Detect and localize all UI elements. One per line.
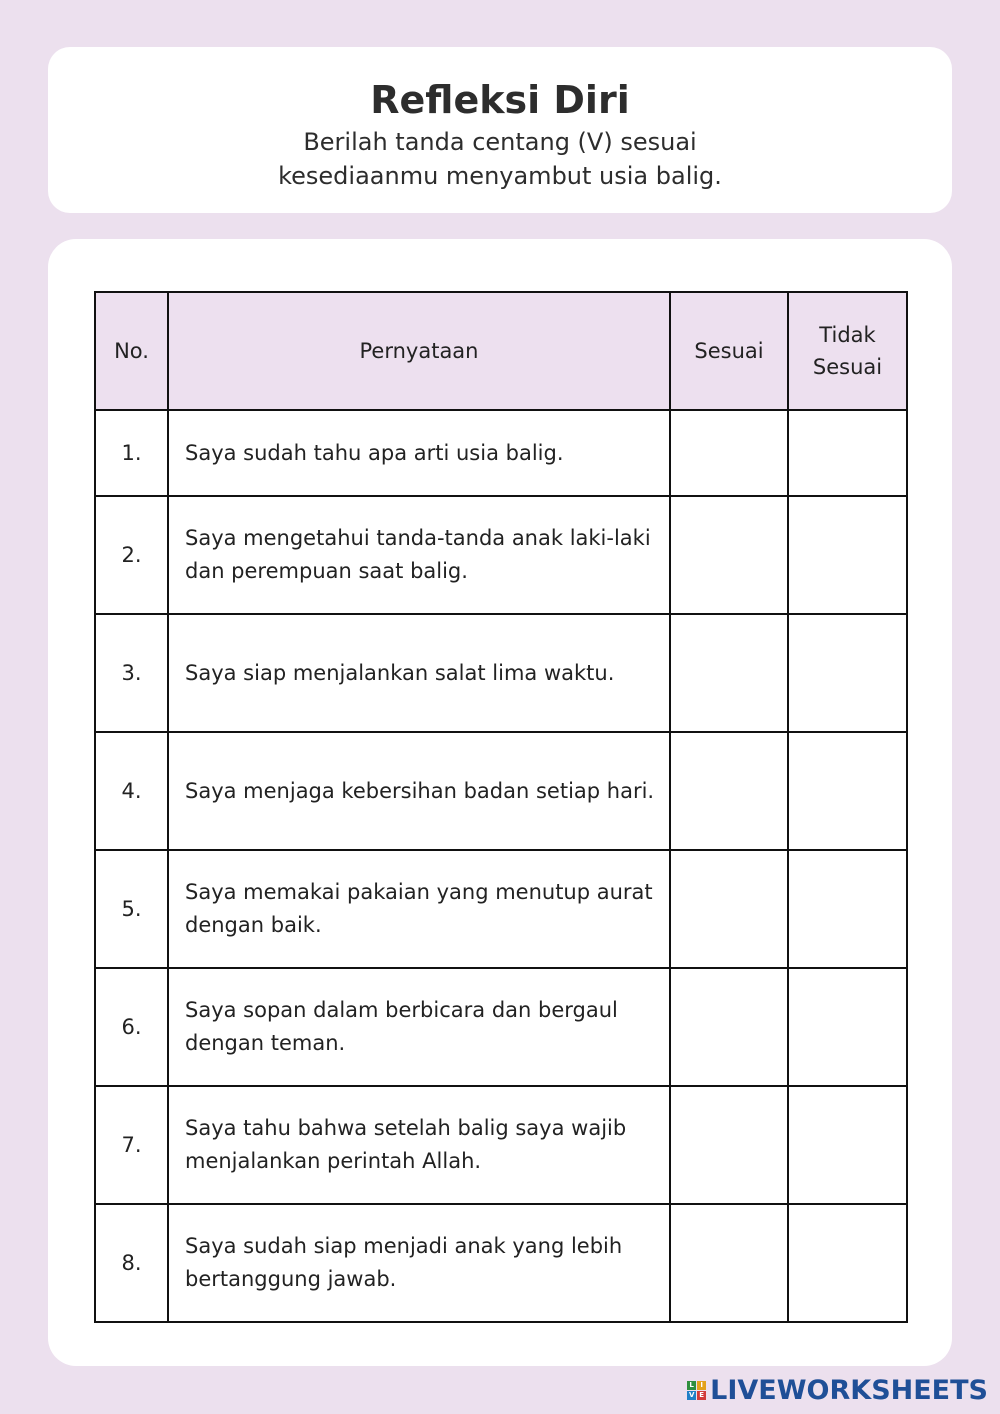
agree-checkbox-cell[interactable] [670, 1086, 788, 1204]
row-number: 3. [95, 614, 168, 732]
row-number: 2. [95, 496, 168, 614]
row-statement: Saya sudah tahu apa arti usia balig. [168, 410, 670, 496]
table-row [95, 614, 907, 732]
disagree-checkbox-cell[interactable] [788, 968, 907, 1086]
disagree-checkbox-cell[interactable] [788, 732, 907, 850]
header-statement: Pernyataan [168, 292, 670, 410]
agree-checkbox-cell[interactable] [670, 496, 788, 614]
agree-checkbox-cell[interactable] [670, 732, 788, 850]
row-statement: Saya sudah siap menjadi anak yang lebih bertanggung jawab. [168, 1204, 670, 1322]
liveworksheets-logo [687, 1375, 988, 1406]
row-number: 7. [95, 1086, 168, 1204]
table-row [95, 1204, 907, 1322]
header-no: No. [95, 292, 168, 410]
row-number: 4. [95, 732, 168, 850]
header-agree: Sesuai [670, 292, 788, 410]
disagree-checkbox-cell[interactable] [788, 410, 907, 496]
disagree-checkbox-cell[interactable] [788, 496, 907, 614]
header-disagree-label: Tidak Sesuai [812, 323, 883, 379]
disagree-checkbox-cell[interactable] [788, 614, 907, 732]
table-row [95, 732, 907, 850]
agree-checkbox-cell[interactable] [670, 1204, 788, 1322]
agree-checkbox-cell[interactable] [670, 410, 788, 496]
row-statement: Saya mengetahui tanda-tanda anak laki-laki dan perempuan saat balig. [168, 496, 670, 614]
row-number: 8. [95, 1204, 168, 1322]
row-statement: Saya tahu bahwa setelah balig saya wajib menjalankan perintah Allah. [168, 1086, 670, 1204]
liveworksheets-logo-icon [687, 1381, 706, 1400]
row-number: 6. [95, 968, 168, 1086]
row-number: 5. [95, 850, 168, 968]
disagree-checkbox-cell[interactable] [788, 1086, 907, 1204]
brand-name: LIVEWORKSHEETS [710, 1375, 988, 1406]
table-row [95, 850, 907, 968]
row-statement: Saya menjaga kebersihan badan setiap hari. [168, 732, 670, 850]
row-statement: Saya memakai pakaian yang menutup aurat dengan baik. [168, 850, 670, 968]
agree-checkbox-cell[interactable] [670, 968, 788, 1086]
table-header-row [95, 292, 907, 410]
row-statement: Saya siap menjalankan salat lima waktu. [168, 614, 670, 732]
table-row [95, 410, 907, 496]
logo-letter-v: V [688, 1391, 695, 1399]
page-title: Refleksi Diri [370, 78, 630, 122]
table-row [95, 968, 907, 1086]
disagree-checkbox-cell[interactable] [788, 850, 907, 968]
agree-checkbox-cell[interactable] [670, 614, 788, 732]
instruction-text: Berilah tanda centang (V) sesuai kesediaanmu menyambut usia balig. [278, 128, 722, 190]
logo-letter-i: I [697, 1381, 706, 1390]
table-row [95, 1086, 907, 1204]
logo-letter-e: E [697, 1391, 706, 1400]
disagree-checkbox-cell[interactable] [788, 1204, 907, 1322]
row-number: 1. [95, 410, 168, 496]
logo-letter-l: L [687, 1381, 696, 1390]
header-disagree [788, 292, 907, 410]
row-statement: Saya sopan dalam berbicara dan bergaul dengan teman. [168, 968, 670, 1086]
agree-checkbox-cell[interactable] [670, 850, 788, 968]
table-row [95, 496, 907, 614]
header-card [48, 47, 952, 213]
table-card [48, 239, 952, 1366]
reflection-table [94, 291, 908, 1323]
